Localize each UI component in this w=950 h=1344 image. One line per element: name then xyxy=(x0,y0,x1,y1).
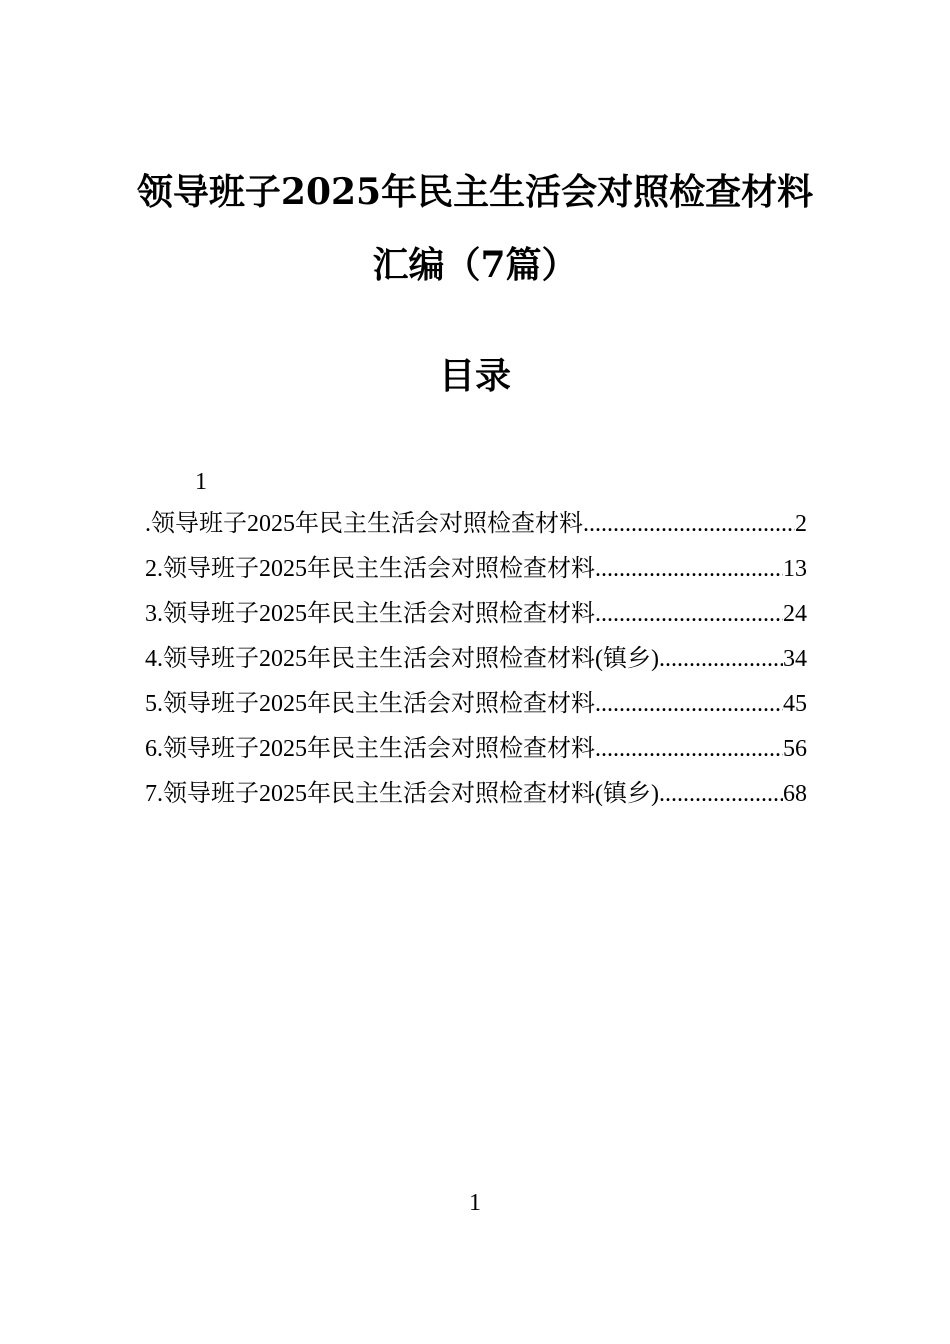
toc-entry-label: 5.领导班子2025年民主生活会对照检查材料 xyxy=(145,691,595,717)
toc-dot-leader xyxy=(583,502,795,547)
document-title-line-1: 领导班子2025年民主生活会对照检查材料 xyxy=(136,171,814,213)
toc-entry-label: 4.领导班子2025年民主生活会对照检查材料(镇乡) xyxy=(145,646,659,672)
toc-heading: 目录 xyxy=(438,355,511,397)
page-number: 1 xyxy=(469,1190,481,1216)
toc-entry-label: 6.领导班子2025年民主生活会对照检查材料 xyxy=(145,736,595,762)
toc-dot-leader xyxy=(659,637,783,682)
toc-entry-page: 45 xyxy=(783,691,807,717)
toc-dot-leader xyxy=(595,682,783,727)
toc-dot-leader xyxy=(659,772,783,817)
toc-entry-page: 56 xyxy=(783,736,807,762)
toc-entry-6[interactable] xyxy=(145,727,807,772)
table-of-contents xyxy=(145,462,807,817)
toc-entry-label: 3.领导班子2025年民主生活会对照检查材料 xyxy=(145,601,595,627)
toc-lead-number: 1 xyxy=(195,469,207,495)
toc-entry-label: .领导班子2025年民主生活会对照检查材料 xyxy=(145,511,583,537)
toc-entry-page: 68 xyxy=(783,781,807,807)
toc-entry-page: 24 xyxy=(783,601,807,627)
toc-entry-7[interactable] xyxy=(145,772,807,817)
toc-entry-label: 7.领导班子2025年民主生活会对照检查材料(镇乡) xyxy=(145,781,659,807)
toc-dot-leader xyxy=(595,727,783,772)
toc-entry-5[interactable] xyxy=(145,682,807,727)
toc-entry-3[interactable] xyxy=(145,592,807,637)
toc-entry-page: 2 xyxy=(795,511,807,537)
toc-entry-2[interactable] xyxy=(145,547,807,592)
toc-entry-1[interactable] xyxy=(145,502,807,547)
toc-entry-page: 34 xyxy=(783,646,807,672)
toc-entry-page: 13 xyxy=(783,556,807,582)
document-title-line-2: 汇编（7篇） xyxy=(372,244,578,286)
toc-dot-leader xyxy=(595,547,783,592)
toc-dot-leader xyxy=(595,592,783,637)
toc-entry-4[interactable] xyxy=(145,637,807,682)
toc-entry-label: 2.领导班子2025年民主生活会对照检查材料 xyxy=(145,556,595,582)
